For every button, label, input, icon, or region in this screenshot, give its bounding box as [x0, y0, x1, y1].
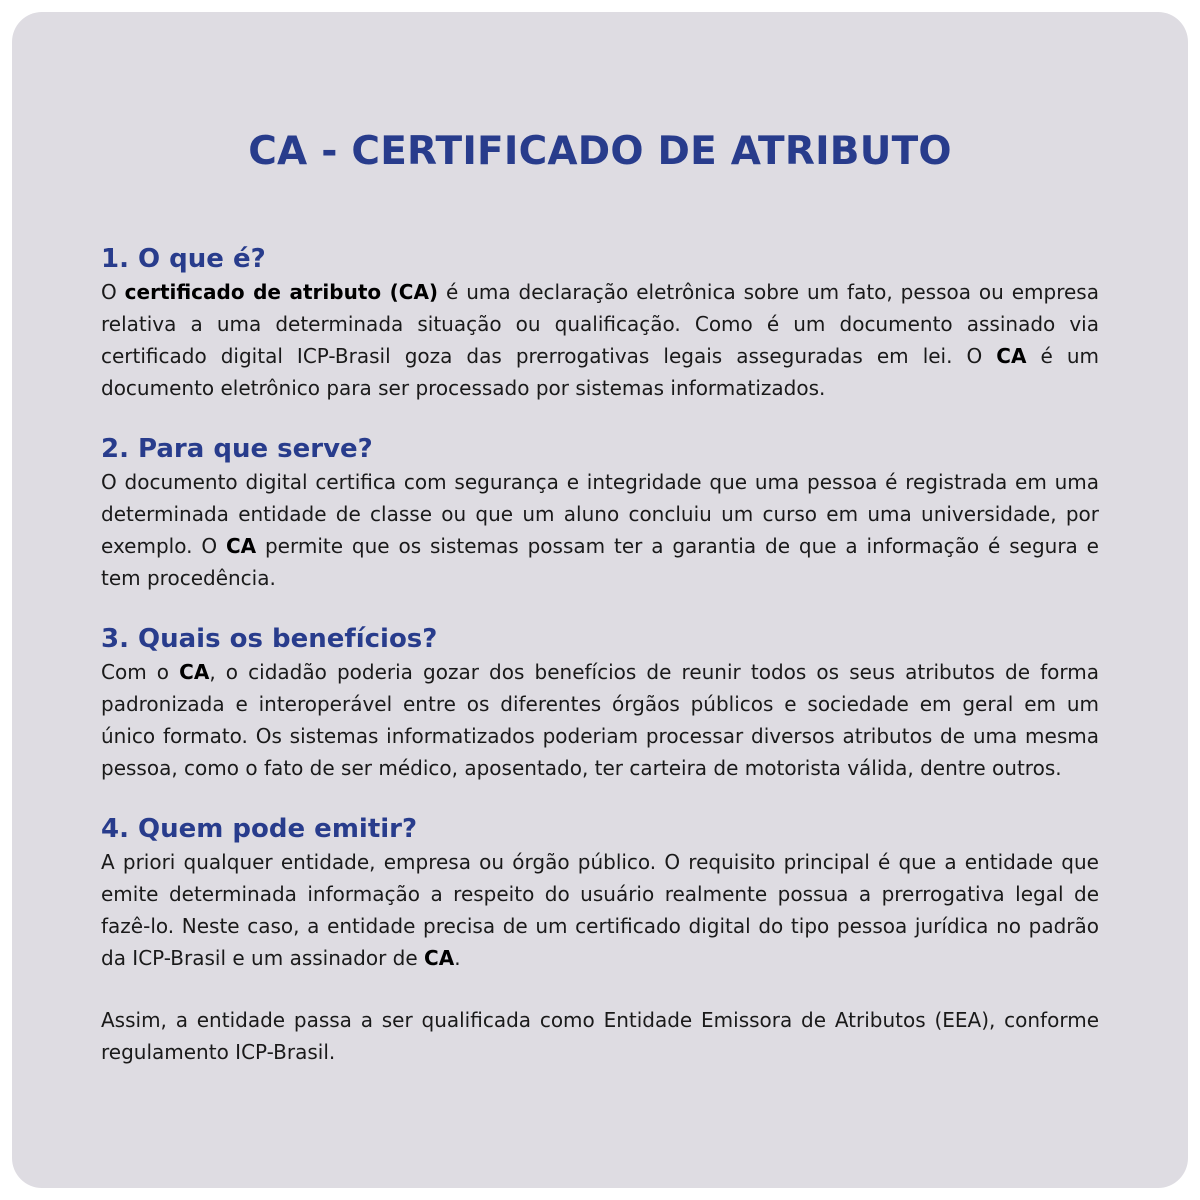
section-paragraph: [101, 846, 1099, 974]
section-purpose: [101, 432, 1099, 594]
bold-term: certificado de atributo (CA): [124, 280, 439, 304]
section-what-is: [101, 242, 1099, 404]
text-run: permite que os sistemas possam ter a garantia de que a informação é segura e tem procedência.: [101, 534, 1099, 590]
bold-term: CA: [225, 534, 257, 558]
closing-paragraph: Assim, a entidade passa a ser qualificada como Entidade Emissora de Atributos (EEA), conforme regulamento ICP-Brasil.: [101, 1008, 1099, 1064]
bold-term: CA: [996, 344, 1027, 368]
bold-term: CA: [179, 660, 210, 684]
section-who-can-issue: [101, 812, 1099, 1068]
text-run: A priori qualquer entidade, empresa ou órgão público. O requisito principal é que a entidade que emite determinada informação a respeito do usuário realmente possua a prerrogativa legal de fazê-lo. Neste caso, a entidade precisa de um certificado digital do tipo pessoa jurídica no padrão da ICP-Brasil e um assinador de: [101, 850, 1099, 970]
section-heading: 3. Quais os benefícios?: [101, 624, 438, 654]
text-run: , o cidadão poderia gozar dos benefícios de reunir todos os seus atributos de forma padronizada e interoperável entre os diferentes órgãos públicos e sociedade em geral em um único formato. Os sistemas informatizados poderiam processar diversos atributos de uma mesma pessoa, como o fato de ser médico, aposentado, ter carteira de motorista válida, dentre outros.: [101, 660, 1099, 780]
bold-term: CA: [424, 946, 455, 970]
text-run: O: [101, 280, 125, 304]
text-run: O documento digital certifica com segurança e integridade que uma pessoa é registrada em uma determinada entidade de classe ou que um aluno concluiu um curso em uma universidade, por exemplo. O: [101, 470, 1099, 558]
section-heading: 2. Para que serve?: [101, 434, 373, 464]
section-heading: 4. Quem pode emitir?: [101, 814, 418, 844]
page-title: CA - CERTIFICADO DE ATRIBUTO: [248, 129, 952, 174]
section-paragraph: [101, 466, 1099, 594]
document-card: [12, 12, 1188, 1188]
document-content: [101, 122, 1099, 1096]
section-benefits: [101, 622, 1099, 784]
text-run: .: [454, 946, 461, 970]
text-run: é uma declaração eletrônica sobre um fato, pessoa ou empresa relativa a uma determinada situação ou qualificação. Como é um documento assinado via certificado digital ICP-Brasil goza das prerrogativas legais asseguradas em lei. O: [101, 280, 1099, 368]
section-heading: 1. O que é?: [101, 244, 266, 274]
section-paragraph: [101, 656, 1099, 784]
section-paragraph: [101, 276, 1099, 404]
text-run: é um documento eletrônico para ser processado por sistemas informatizados.: [101, 344, 1099, 400]
text-run: Com o: [101, 660, 180, 684]
